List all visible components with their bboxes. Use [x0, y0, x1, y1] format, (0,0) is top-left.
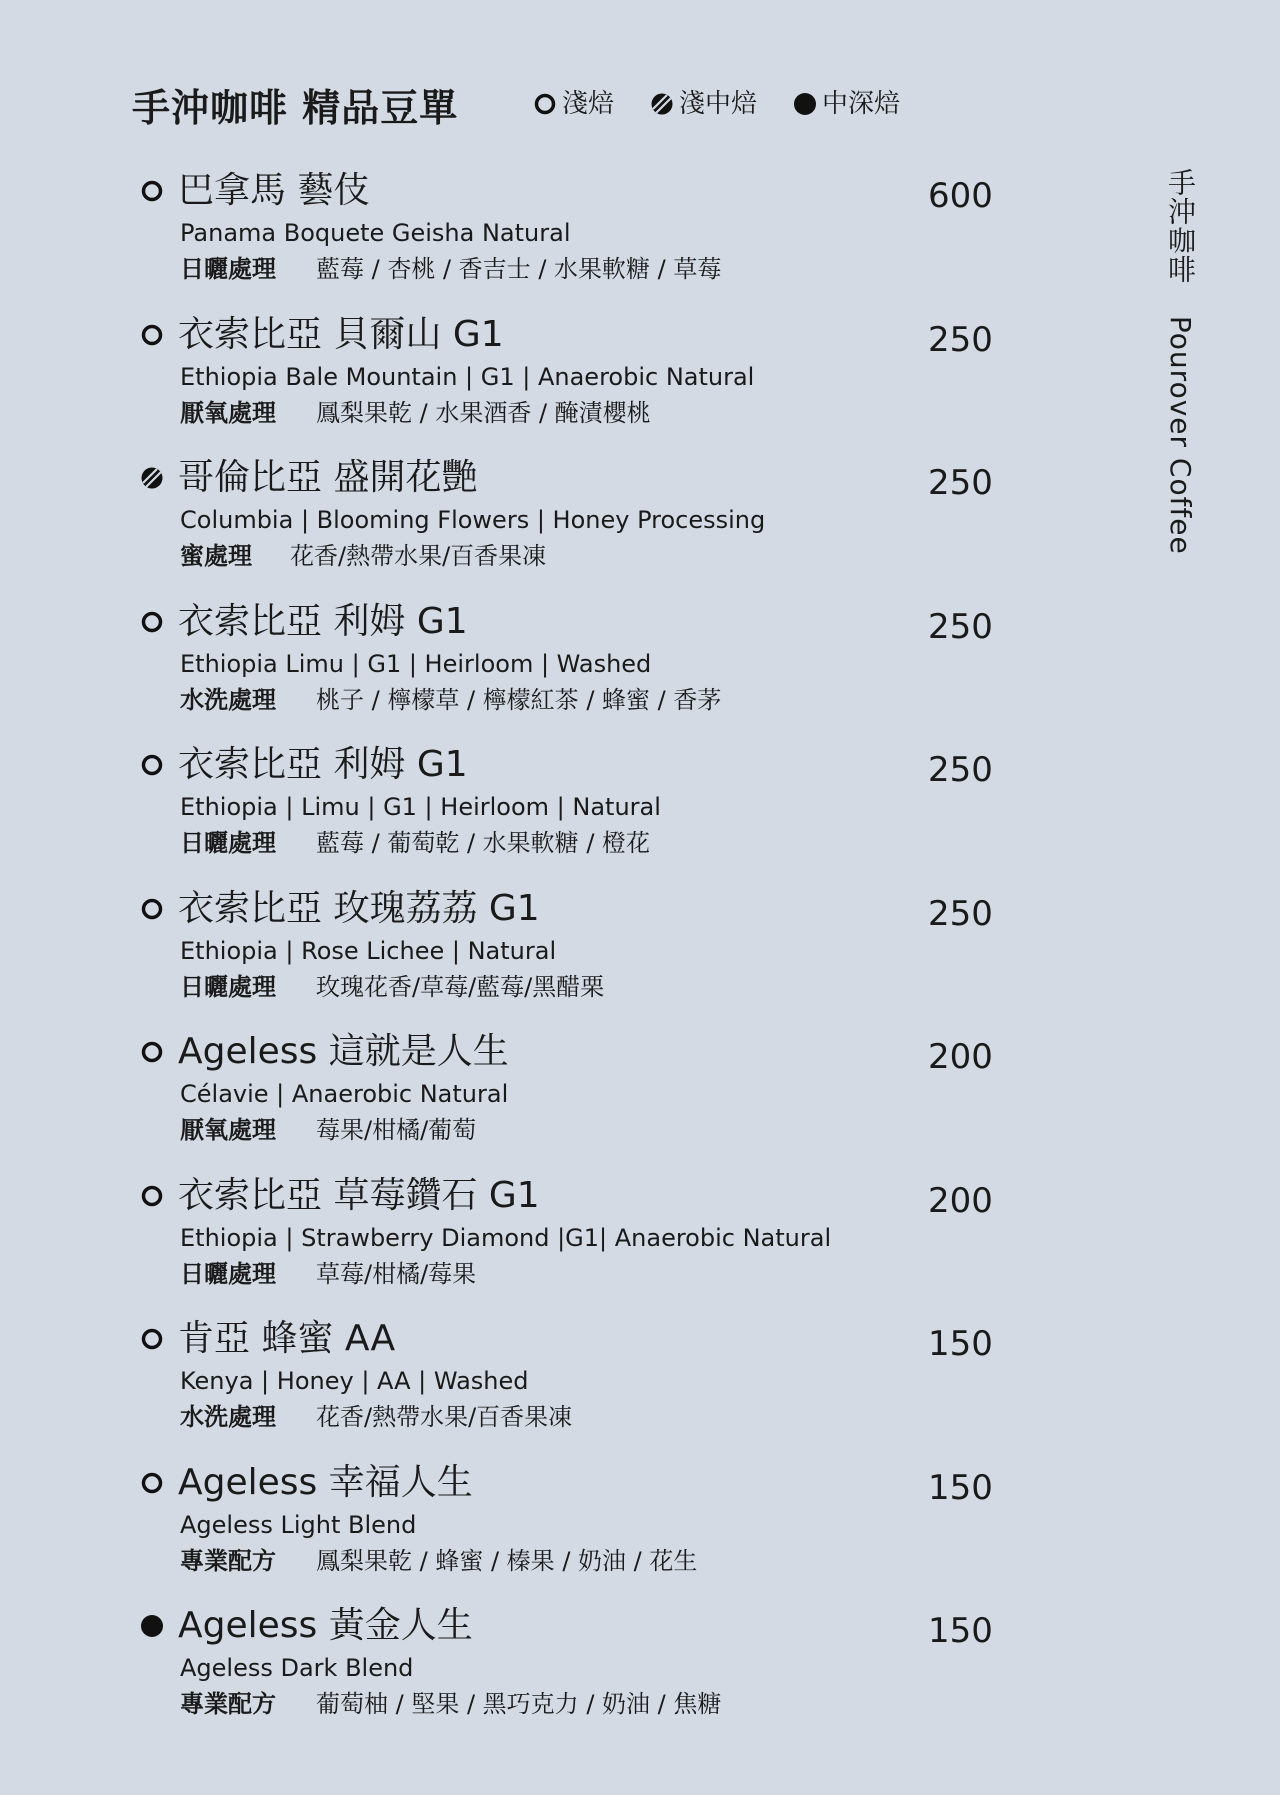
item-price: 250 — [928, 463, 993, 503]
item-english-name: Panama Boquete Geisha Natural — [180, 219, 571, 247]
item-notes: 花香/熱帶水果/百香果凍 — [316, 1403, 573, 1431]
menu-item — [140, 455, 1020, 595]
menu-item — [140, 886, 1020, 1026]
item-price: 200 — [928, 1037, 993, 1077]
hollow-circle-icon — [140, 753, 164, 777]
menu-item — [140, 1316, 1020, 1456]
item-english-name: Ageless Dark Blend — [180, 1654, 414, 1682]
menu-item — [140, 1173, 1020, 1313]
item-process: 日曬處理 — [180, 973, 276, 1001]
hollow-circle-icon — [140, 1184, 164, 1208]
item-english-name: Célavie | Anaerobic Natural — [180, 1080, 509, 1108]
item-name: 衣索比亞 利姆 G1 — [178, 744, 468, 785]
item-english-name: Ethiopia | Strawberry Diamond |G1| Anaerobic Natural — [180, 1224, 832, 1252]
item-price: 250 — [928, 607, 993, 647]
item-name: Ageless 幸福人生 — [178, 1462, 473, 1503]
item-price: 150 — [928, 1324, 993, 1364]
item-english-name: Kenya | Honey | AA | Washed — [180, 1367, 529, 1395]
hollow-circle-icon — [140, 1327, 164, 1351]
legend-item-light-medium — [650, 86, 757, 122]
menu-item — [140, 742, 1020, 882]
item-name: 衣索比亞 利姆 G1 — [178, 601, 468, 642]
item-name: 哥倫比亞 盛開花艷 — [178, 457, 478, 498]
legend-item-medium-dark — [793, 86, 900, 122]
item-english-name: Columbia | Blooming Flowers | Honey Processing — [180, 506, 766, 534]
item-english-name: Ethiopia | Limu | G1 | Heirloom | Natural — [180, 793, 661, 821]
hollow-circle-icon — [140, 897, 164, 921]
hollow-circle-icon — [140, 1471, 164, 1495]
item-notes: 葡萄柚 / 堅果 / 黑巧克力 / 奶油 / 焦糖 — [316, 1690, 722, 1718]
item-price: 150 — [928, 1468, 993, 1508]
item-english-name: Ethiopia Limu | G1 | Heirloom | Washed — [180, 650, 652, 678]
item-notes: 莓果/柑橘/葡萄 — [316, 1116, 477, 1144]
page-title: 手沖咖啡 精品豆單 — [132, 86, 459, 130]
item-name: 衣索比亞 玫瑰荔荔 G1 — [178, 888, 540, 929]
striped-circle-icon — [650, 92, 674, 116]
side-label — [1160, 168, 1200, 555]
item-name: 衣索比亞 貝爾山 G1 — [178, 314, 504, 355]
item-price: 250 — [928, 894, 993, 934]
hollow-circle-icon — [533, 92, 557, 116]
menu-item — [140, 599, 1020, 739]
item-price: 250 — [928, 320, 993, 360]
legend-label-medium-dark: 中深焙 — [822, 89, 901, 119]
item-price: 250 — [928, 750, 993, 790]
item-price: 200 — [928, 1181, 993, 1221]
side-label-en: Pourover Coffee — [1164, 315, 1197, 555]
item-notes: 鳳梨果乾 / 蜂蜜 / 榛果 / 奶油 / 花生 — [316, 1547, 698, 1575]
legend-label-light: 淺焙 — [562, 89, 615, 119]
item-name: Ageless 這就是人生 — [178, 1031, 509, 1072]
item-process: 專業配方 — [180, 1690, 276, 1718]
item-name: 衣索比亞 草莓鑽石 G1 — [178, 1175, 540, 1216]
hollow-circle-icon — [140, 610, 164, 634]
item-notes: 鳳梨果乾 / 水果酒香 / 醃漬櫻桃 — [316, 399, 651, 427]
menu-item — [140, 1603, 1020, 1743]
side-label-zh: 手沖咖啡 — [1164, 168, 1197, 284]
item-notes: 藍莓 / 杏桃 / 香吉士 / 水果軟糖 / 草莓 — [316, 255, 722, 283]
item-price: 150 — [928, 1611, 993, 1651]
legend-label-light-medium: 淺中焙 — [679, 89, 758, 119]
item-name: Ageless 黃金人生 — [178, 1605, 473, 1646]
item-process: 專業配方 — [180, 1547, 276, 1575]
item-notes: 草莓/柑橘/莓果 — [316, 1260, 477, 1288]
item-process: 厭氧處理 — [180, 1116, 276, 1144]
item-name: 巴拿馬 藝伎 — [178, 170, 370, 211]
hollow-circle-icon — [140, 179, 164, 203]
menu-item — [140, 1029, 1020, 1169]
item-english-name: Ethiopia | Rose Lichee | Natural — [180, 937, 557, 965]
item-process: 日曬處理 — [180, 255, 276, 283]
item-process: 厭氧處理 — [180, 399, 276, 427]
legend-item-light — [533, 86, 614, 122]
filled-circle-icon — [140, 1614, 164, 1638]
item-process: 水洗處理 — [180, 686, 276, 714]
item-process: 蜜處理 — [180, 542, 252, 570]
filled-circle-icon — [793, 92, 817, 116]
item-notes: 桃子 / 檸檬草 / 檸檬紅茶 / 蜂蜜 / 香茅 — [316, 686, 722, 714]
item-process: 水洗處理 — [180, 1403, 276, 1431]
menu-item — [140, 312, 1020, 452]
hollow-circle-icon — [140, 1040, 164, 1064]
item-process: 日曬處理 — [180, 829, 276, 857]
striped-circle-icon — [140, 466, 164, 490]
item-english-name: Ethiopia Bale Mountain | G1 | Anaerobic Natural — [180, 363, 755, 391]
item-notes: 花香/熱帶水果/百香果凍 — [290, 542, 547, 570]
item-notes: 玫瑰花香/草莓/藍莓/黑醋栗 — [316, 973, 605, 1001]
item-notes: 藍莓 / 葡萄乾 / 水果軟糖 / 橙花 — [316, 829, 651, 857]
item-english-name: Ageless Light Blend — [180, 1511, 417, 1539]
hollow-circle-icon — [140, 323, 164, 347]
item-name: 肯亞 蜂蜜 AA — [178, 1318, 396, 1359]
menu-item — [140, 1460, 1020, 1600]
item-process: 日曬處理 — [180, 1260, 276, 1288]
menu-item — [140, 168, 1020, 308]
roast-legend — [533, 86, 936, 122]
item-price: 600 — [928, 176, 993, 216]
